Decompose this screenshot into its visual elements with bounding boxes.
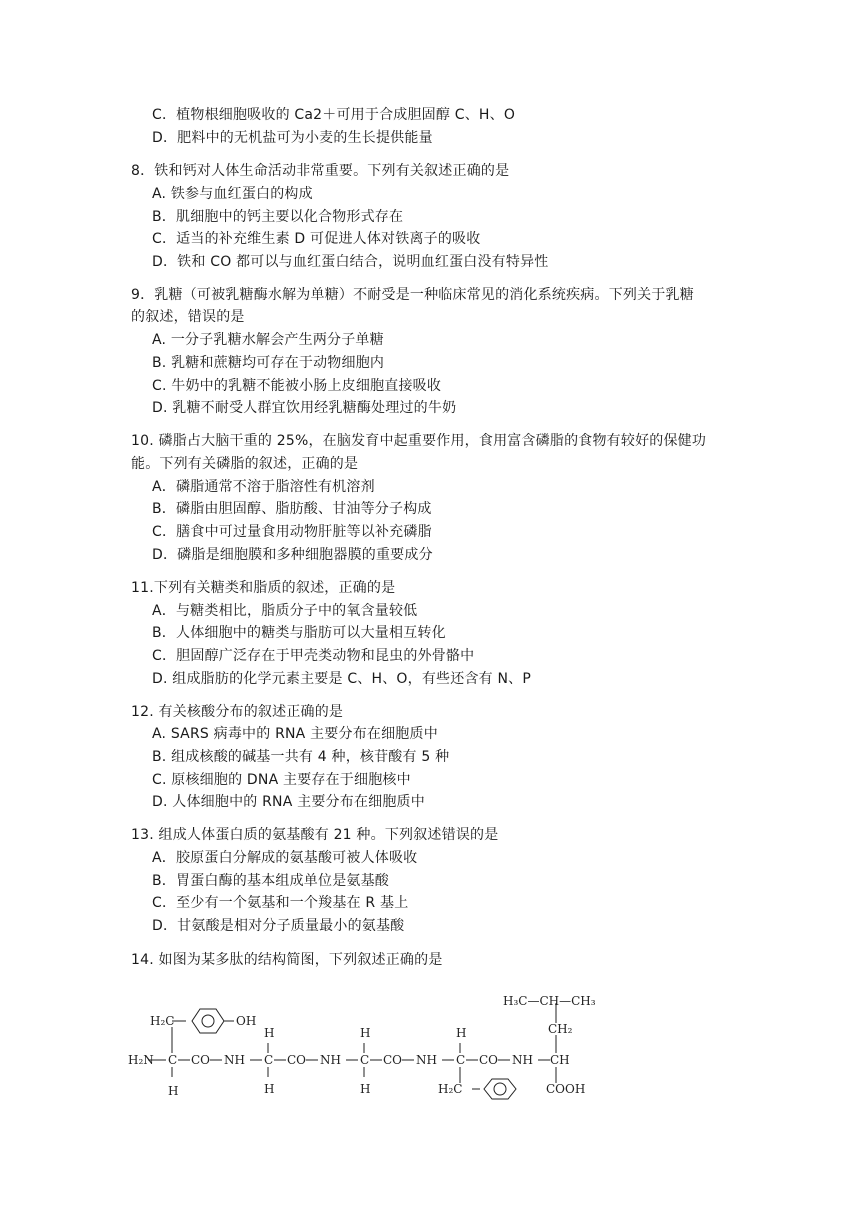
answer-option: C．至少有一个氨基和一个羧基在 R 基上 <box>152 895 409 911</box>
answer-option: C．植物根细胞吸收的 Ca2＋可用于合成胆固醇 C、H、O <box>152 107 516 123</box>
answer-option: D. 组成脂肪的化学元素主要是 C、H、O，有些还含有 N、P <box>152 671 532 687</box>
answer-option: A．胶原蛋白分解成的氨基酸可被人体吸收 <box>152 850 418 866</box>
structure-label: H <box>360 1026 371 1040</box>
structure-label: CO <box>479 1053 499 1067</box>
structure-label: H <box>360 1082 371 1096</box>
answer-option: B．磷脂由胆固醇、脂肪酸、甘油等分子构成 <box>152 501 432 517</box>
structure-label: CO <box>191 1053 211 1067</box>
structure-label: H₂N <box>128 1053 154 1067</box>
answer-option: D．肥料中的无机盐可为小麦的生长提供能量 <box>152 130 433 146</box>
answer-option: B. 乳糖和蔗糖均可存在于动物细胞内 <box>152 355 385 371</box>
structure-label: COOH <box>546 1082 586 1096</box>
answer-option: C．适当的补充维生素 D 可促进人体对铁离子的吸收 <box>152 231 481 247</box>
structure-label: H <box>456 1026 467 1040</box>
question-stem: 12. 有关核酸分布的叙述正确的是 <box>131 704 344 720</box>
structure-label: C <box>168 1053 178 1067</box>
answer-option: D．甘氨酸是相对分子质量最小的氨基酸 <box>152 918 405 934</box>
structure-label: OH <box>236 1014 257 1028</box>
answer-option: A．与糖类相比，脂质分子中的氧含量较低 <box>152 603 418 619</box>
answer-option: D．铁和 CO 都可以与血红蛋白结合，说明血红蛋白没有特异性 <box>152 254 549 270</box>
question-stem: 13. 组成人体蛋白质的氨基酸有 21 种。下列叙述错误的是 <box>131 827 499 843</box>
answer-option: B．肌细胞中的钙主要以化合物形式存在 <box>152 209 404 225</box>
structure-label: H₃C—CH—CH₃ <box>503 994 596 1008</box>
structure-label: C <box>264 1053 274 1067</box>
structure-label: H₂C <box>438 1082 463 1096</box>
answer-option: A．磷脂通常不溶于脂溶性有机溶剂 <box>152 479 375 495</box>
answer-option: B. 组成核酸的碱基一共有 4 种，核苷酸有 5 种 <box>152 749 450 765</box>
structure-label: C <box>360 1053 370 1067</box>
answer-option: C. 牛奶中的乳糖不能被小肠上皮细胞直接吸收 <box>152 378 442 394</box>
question-stem: 10. 磷脂占大脑干重的 25%，在脑发育中起重要作用，食用富含磷脂的食物有较好的保健功 <box>131 433 707 449</box>
structure-label: CH <box>550 1053 570 1067</box>
structure-label: NH <box>320 1053 341 1067</box>
structure-label: NH <box>512 1053 533 1067</box>
polypeptide-structure-diagram <box>120 985 620 1100</box>
question-stem: 14. 如图为某多肽的结构简图，下列叙述正确的是 <box>131 952 443 968</box>
answer-option: B．胃蛋白酶的基本组成单位是氨基酸 <box>152 873 390 889</box>
structure-label: NH <box>416 1053 437 1067</box>
structure-label: CH₂ <box>548 1022 573 1036</box>
answer-option: C．胆固醇广泛存在于甲壳类动物和昆虫的外骨骼中 <box>152 648 475 664</box>
answer-option: A. 铁参与血红蛋白的构成 <box>152 186 313 202</box>
question-stem: 11.下列有关糖类和脂质的叙述，正确的是 <box>131 580 396 596</box>
answer-option: B．人体细胞中的糖类与脂肪可以大量相互转化 <box>152 625 446 641</box>
answer-option: A. 一分子乳糖水解会产生两分子单糖 <box>152 332 384 348</box>
question-stem: 9．乳糖（可被乳糖酶水解为单糖）不耐受是一种临床常见的消化系统疾病。下列关于乳糖 <box>131 287 694 303</box>
structure-label: CO <box>383 1053 403 1067</box>
structure-label: H <box>264 1082 275 1096</box>
answer-option: C. 原核细胞的 DNA 主要存在于细胞核中 <box>152 772 411 788</box>
structure-label: H <box>168 1084 179 1098</box>
question-stem: 8．铁和钙对人体生命活动非常重要。下列有关叙述正确的是 <box>131 163 510 179</box>
answer-option: D. 乳糖不耐受人群宜饮用经乳糖酶处理过的牛奶 <box>152 400 457 416</box>
question-stem-continued: 的叙述，错误的是 <box>131 309 245 325</box>
answer-option: C．膳食中可过量食用动物肝脏等以补充磷脂 <box>152 524 432 540</box>
structure-label: C <box>456 1053 466 1067</box>
structure-label: CO <box>287 1053 307 1067</box>
question-stem-continued: 能。下列有关磷脂的叙述，正确的是 <box>131 456 359 472</box>
structure-label: H <box>264 1026 275 1040</box>
structure-label: NH <box>224 1053 245 1067</box>
answer-option: A. SARS 病毒中的 RNA 主要分布在细胞质中 <box>152 726 438 742</box>
structure-label: H₂C <box>150 1014 175 1028</box>
answer-option: D. 人体细胞中的 RNA 主要分布在细胞质中 <box>152 794 425 810</box>
answer-option: D．磷脂是细胞膜和多种细胞器膜的重要成分 <box>152 547 433 563</box>
